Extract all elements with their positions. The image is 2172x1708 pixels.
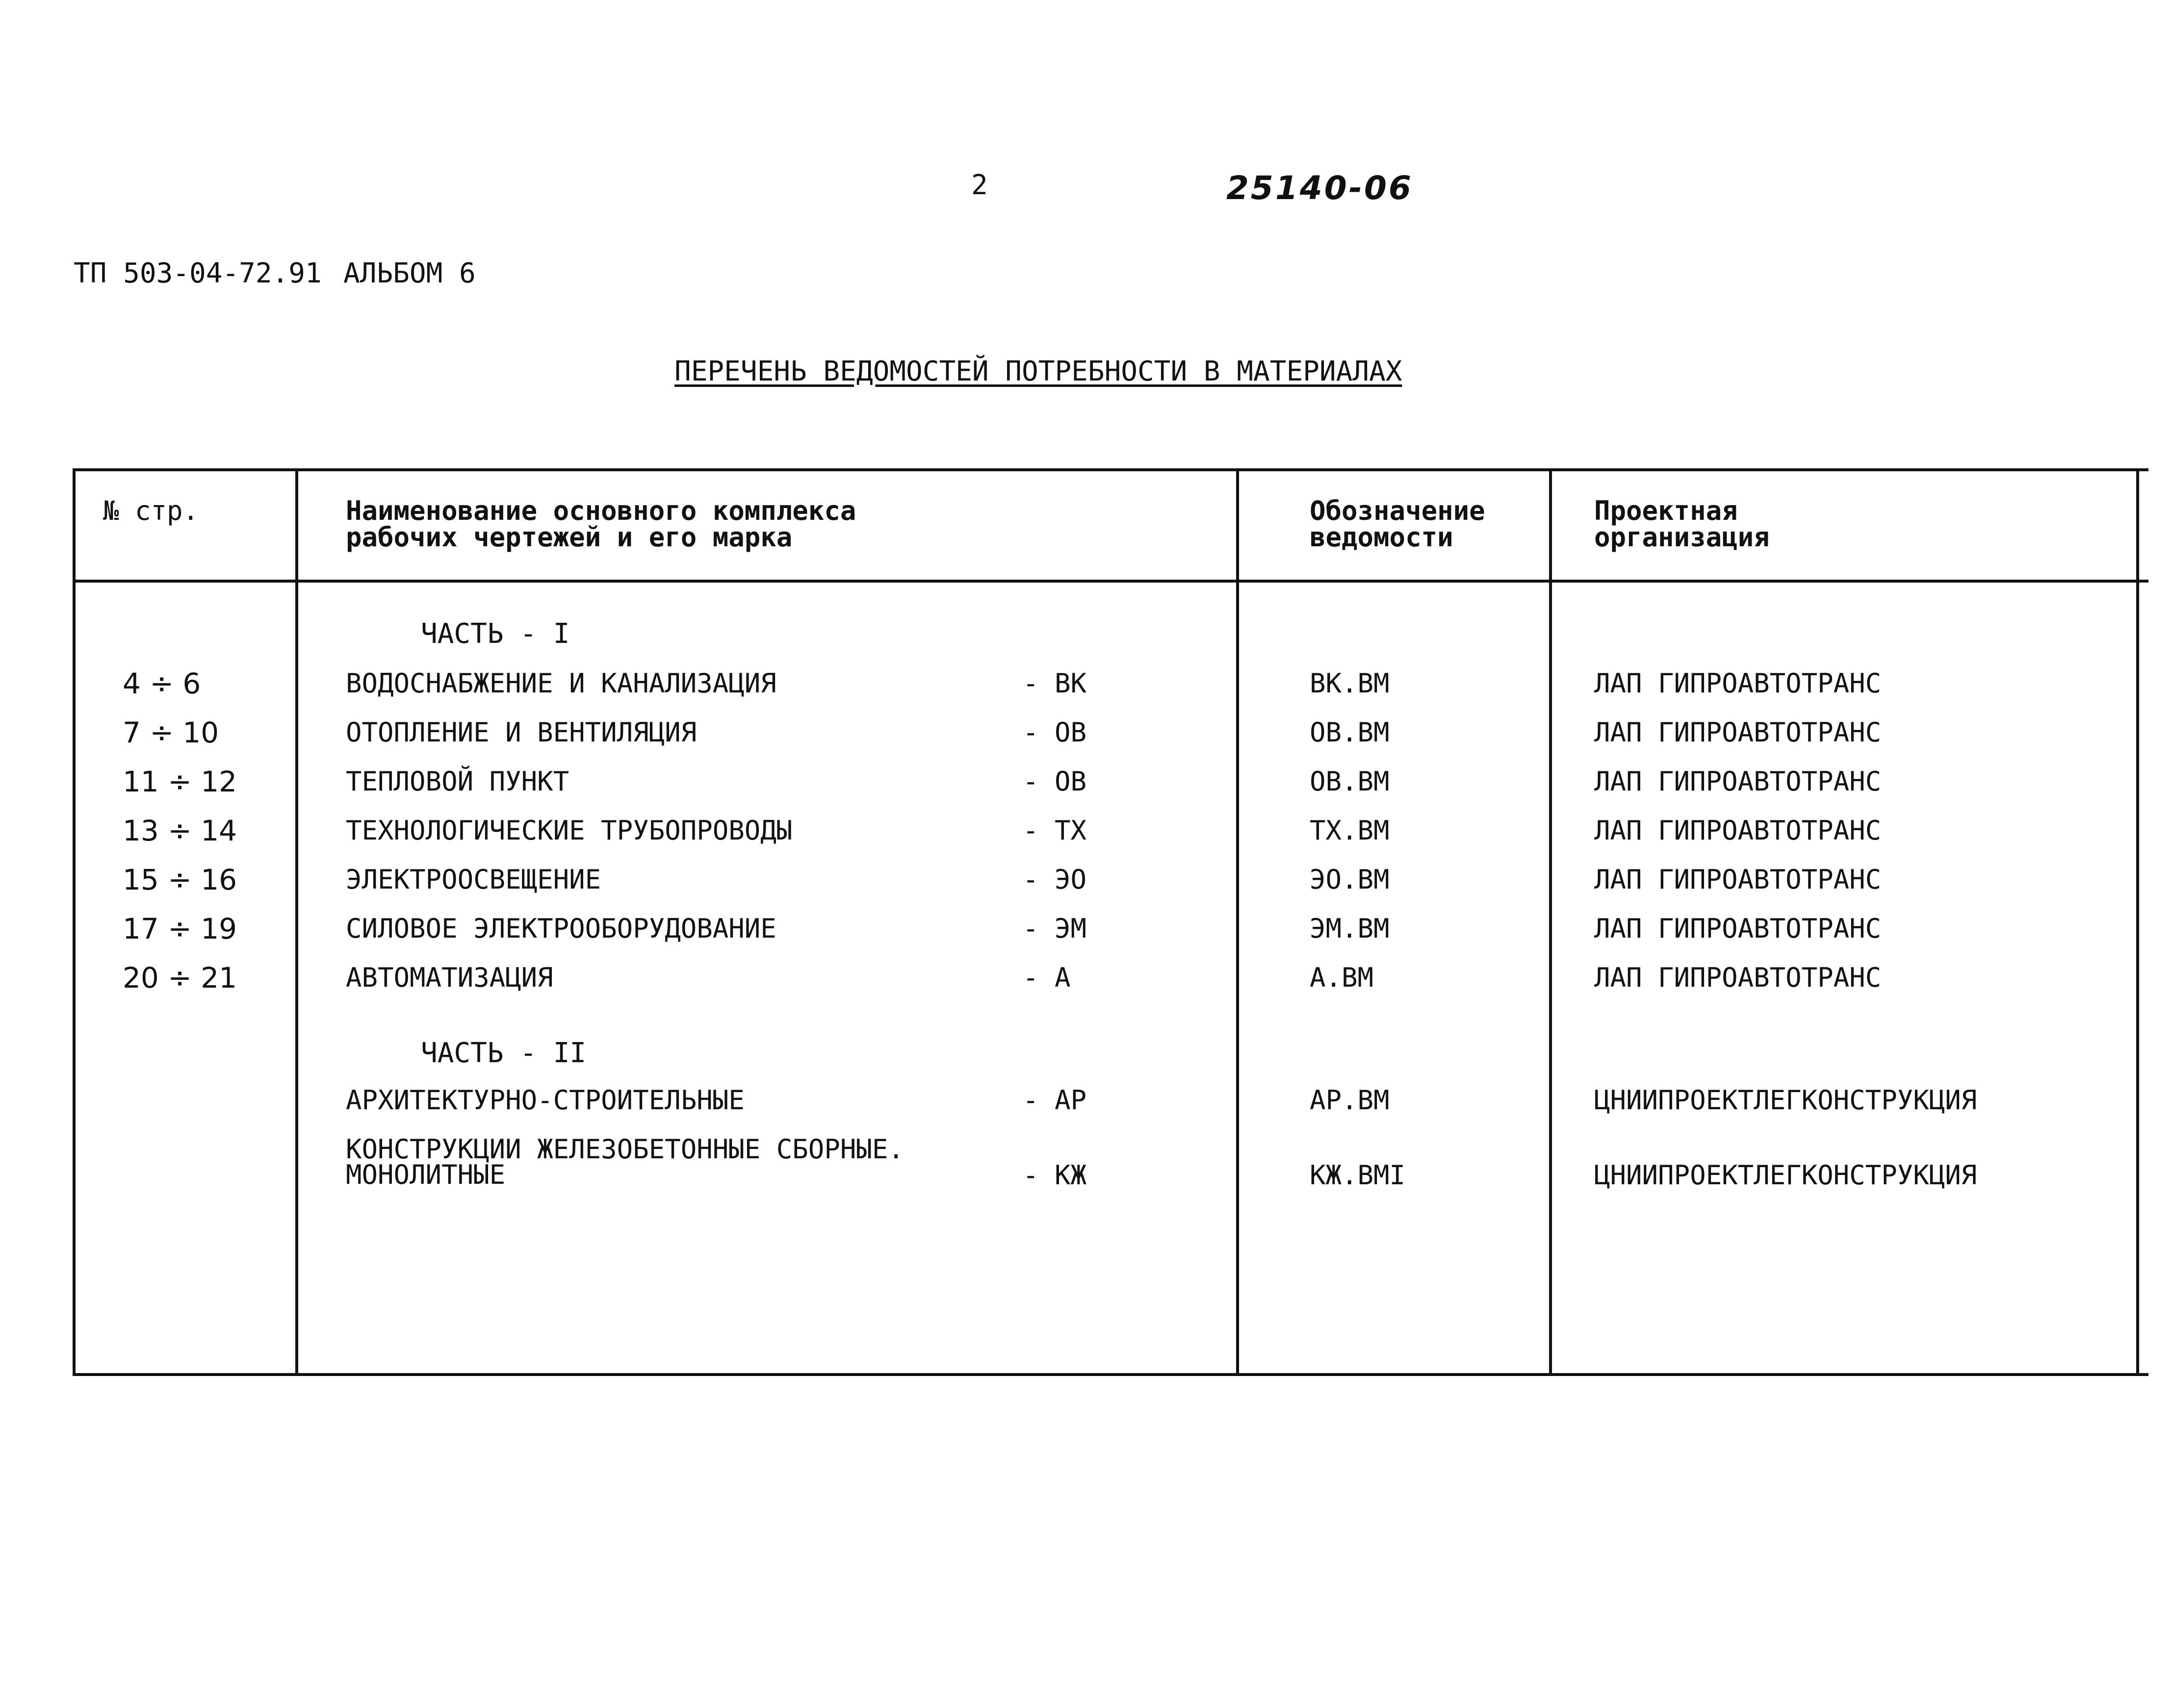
row-mark: - ЭО [1023,864,1087,895]
row-name: АВТОМАТИЗАЦИЯ [346,962,553,993]
column-header-name-line2: рабочих чертежей и его марка [346,522,793,553]
column-header-designation [1310,495,1485,553]
row-pages: 15 ÷ 16 [123,863,237,896]
row-name: АРХИТЕКТУРНО-СТРОИТЕЛЬНЫЕ [346,1085,745,1116]
row-name: ОТОПЛЕНИЕ И ВЕНТИЛЯЦИЯ [346,717,697,748]
column-divider-3 [1549,468,1552,1376]
series-code: ТП 503-04-72.91 [74,257,322,289]
row-name: ЭЛЕКТРООСВЕЩЕНИЕ [346,864,601,895]
page-number: 2 [971,169,988,201]
row-designation: ВК.ВМ [1310,668,1390,699]
table-border-right [2136,468,2139,1376]
row-mark: - АР [1023,1085,1087,1116]
row-pages: 4 ÷ 6 [123,667,201,700]
row-organization: ЛАП ГИПРОАВТОТРАНС [1594,962,1882,993]
row-pages: 20 ÷ 21 [123,961,237,994]
row-organization: ЛАП ГИПРОАВТОТРАНС [1594,815,1882,846]
part-1-label: ЧАСТЬ - I [421,618,570,650]
column-header-page: № стр. [103,495,199,526]
row-mark: - ТХ [1023,815,1087,846]
column-header-name-line1: Наименование основного комплекса [346,495,856,526]
column-header-designation-line2: ведомости [1310,522,1453,553]
column-header-organization-line2: организация [1594,522,1770,553]
row-mark: - ОВ [1023,717,1087,748]
row-organization: ЦНИИПРОЕКТЛЕГКОНСТРУКЦИЯ [1594,1085,1977,1116]
row-designation: А.ВМ [1310,962,1374,993]
row-mark: - ЭМ [1023,913,1087,944]
column-header-organization [1594,495,1770,553]
row-name-line1: КОНСТРУКЦИИ ЖЕЛЕЗОБЕТОННЫЕ СБОРНЫЕ. [346,1134,904,1165]
row-designation: ЭО.ВМ [1310,864,1390,895]
row-mark: - А [1023,962,1071,993]
album-label: АЛЬБОМ 6 [343,257,476,289]
row-designation: ТХ.ВМ [1310,815,1390,846]
row-mark: - ВК [1023,668,1087,699]
column-header-designation-line1: Обозначение [1310,495,1485,526]
row-pages: 13 ÷ 14 [123,814,237,847]
row-name-line2: МОНОЛИТНЫЕ [346,1159,506,1190]
part-2-label: ЧАСТЬ - II [421,1037,587,1069]
row-name: ВОДОСНАБЖЕНИЕ И КАНАЛИЗАЦИЯ [346,668,776,699]
row-designation: ОВ.ВМ [1310,766,1390,797]
row-organization: ЛАП ГИПРОАВТОТРАНС [1594,717,1882,748]
table-border-top [73,468,2148,471]
row-name: ТЕХНОЛОГИЧЕСКИЕ ТРУБОПРОВОДЫ [346,815,793,846]
row-pages: 7 ÷ 10 [123,716,219,749]
row-organization: ЛАП ГИПРОАВТОТРАНС [1594,913,1882,944]
column-header-name [346,495,856,553]
row-organization: ЛАП ГИПРОАВТОТРАНС [1594,766,1882,797]
document-code: 25140-06 [1226,169,1413,207]
row-name: СИЛОВОЕ ЭЛЕКТРООБОРУДОВАНИЕ [346,913,776,944]
row-designation: КЖ.ВМI [1310,1160,1406,1191]
row-designation: ЭМ.ВМ [1310,913,1390,944]
column-header-organization-line1: Проектная [1594,495,1738,526]
row-name [346,1134,904,1190]
document-title: ПЕРЕЧЕНЬ ВЕДОМОСТЕЙ ПОТРЕБНОСТИ В МАТЕРИАЛАХ [674,356,1402,387]
row-organization: ЛАП ГИПРОАВТОТРАНС [1594,668,1882,699]
table-border-bottom [73,1373,2148,1376]
row-name: ТЕПЛОВОЙ ПУНКТ [346,766,569,797]
row-pages: 17 ÷ 19 [123,912,237,945]
column-divider-1 [295,468,298,1376]
row-organization: ЛАП ГИПРОАВТОТРАНС [1594,864,1882,895]
table-border-left [73,468,76,1376]
row-designation: ОВ.ВМ [1310,717,1390,748]
row-designation: АР.ВМ [1310,1085,1390,1116]
row-pages: 11 ÷ 12 [123,765,237,798]
header-divider [73,580,2148,583]
row-mark: - ОВ [1023,766,1087,797]
row-organization: ЦНИИПРОЕКТЛЕГКОНСТРУКЦИЯ [1594,1160,1977,1191]
row-mark: - КЖ [1023,1160,1087,1191]
column-divider-2 [1236,468,1239,1376]
